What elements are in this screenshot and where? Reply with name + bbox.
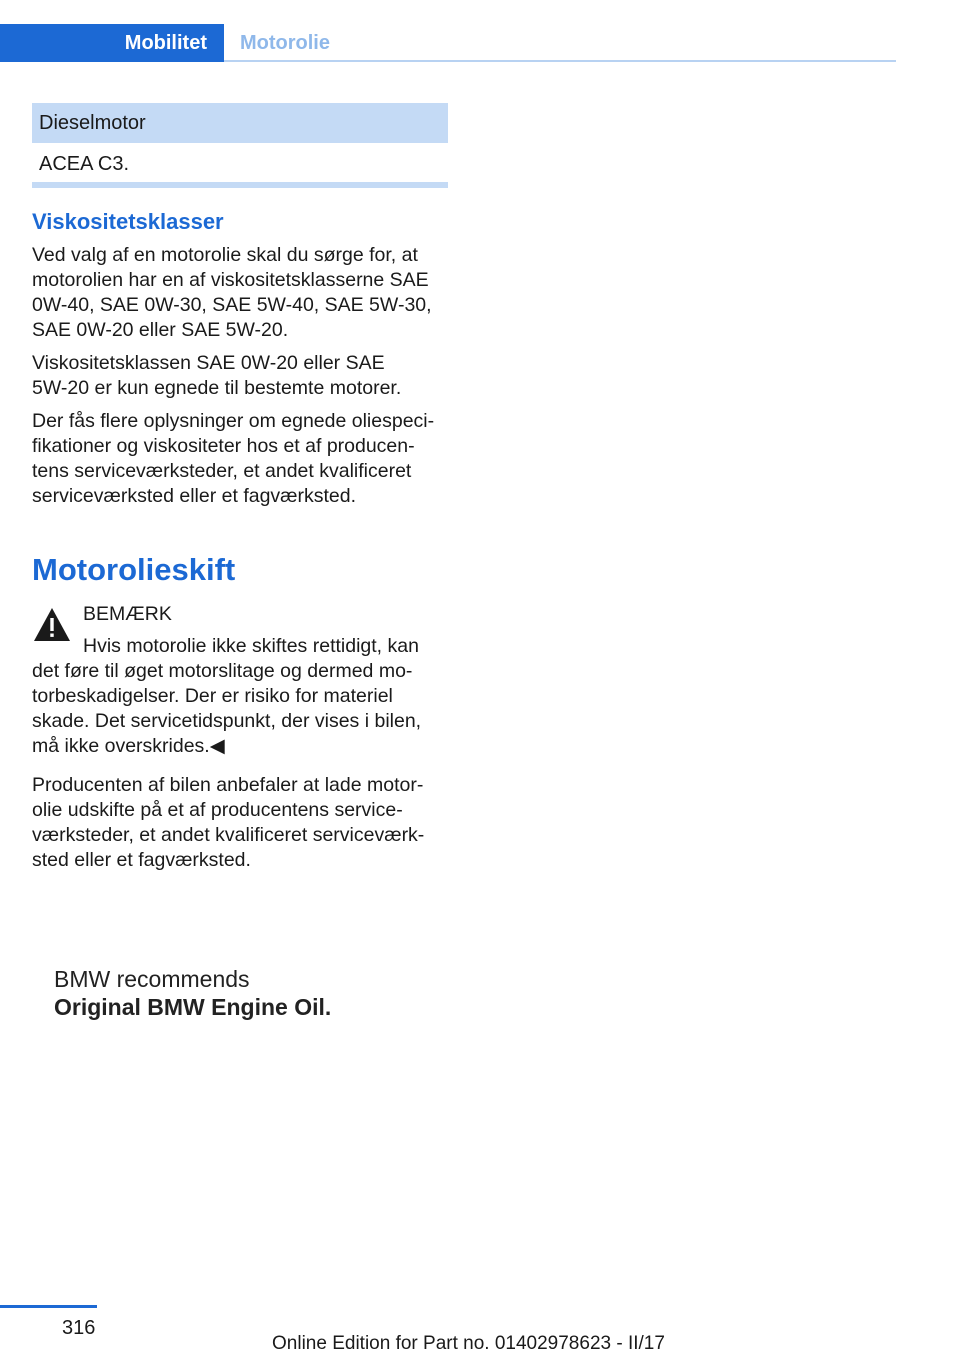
viscosity-paragraph-2 [32, 351, 452, 401]
text-line: værksteder, et andet kvalificeret serviceværk- [32, 824, 425, 846]
oil-change-heading: Motorolieskift [32, 552, 236, 587]
viscosity-paragraph-3 [32, 409, 452, 509]
spec-table-value: ACEA C3. [39, 152, 130, 175]
page-number: 316 [62, 1317, 96, 1339]
viscosity-heading: Viskositetsklasser [32, 209, 224, 234]
page-header [0, 0, 960, 62]
text-line: skade. Det servicetidspunkt, der vises i bilen, [32, 710, 422, 732]
text-line: må ikke overskrides.◀ [32, 735, 225, 757]
text-line: 0W-40, SAE 0W-30, SAE 5W-40, SAE 5W-30, [32, 294, 432, 316]
text-line: Der fås flere oplysninger om egnede oliespeci- [32, 410, 435, 432]
promo-line-1: BMW recommends [54, 966, 250, 992]
text-line: Viskositetsklassen SAE 0W-20 eller SAE [32, 352, 385, 374]
edition-note: Online Edition for Part no. 01402978623 - II/17 [272, 1333, 665, 1354]
warning-text [32, 634, 452, 759]
text-line: serviceværksted eller et fagværksted. [32, 485, 357, 507]
text-line: det føre til øget motorslitage og dermed mo- [32, 660, 413, 682]
oil-change-paragraph [32, 773, 452, 873]
text-line: 5W-20 er kun egnede til bestemte motorer. [32, 377, 402, 399]
text-line: Ved valg af en motorolie skal du sørge for, at [32, 244, 418, 266]
text-line: torbeskadigelser. Der er risiko for materiel [32, 685, 393, 707]
spec-table-header: Dieselmotor [32, 103, 448, 143]
tab-mobilitet[interactable]: Mobilitet [0, 24, 224, 62]
footer-rule [0, 1305, 97, 1308]
viscosity-paragraph-1 [32, 243, 452, 343]
text-line: olie udskifte på et af producentens service- [32, 799, 403, 821]
promo-line-2: Original BMW Engine Oil. [54, 994, 332, 1020]
text-line: Hvis motorolie ikke skiftes rettidigt, kan [83, 635, 419, 657]
header-divider [224, 60, 896, 62]
spec-table-bottom-rule [32, 182, 448, 188]
text-line: fikationer og viskositeter hos et af producen- [32, 435, 415, 457]
text-line: motorolien har en af viskositetsklasserne SAE [32, 269, 429, 291]
warning-label: BEMÆRK [83, 603, 172, 625]
text-line: sted eller et fagværksted. [32, 849, 251, 871]
text-line: Producenten af bilen anbefaler at lade motor- [32, 774, 424, 796]
text-line: tens serviceværksteder, et andet kvalificeret [32, 460, 412, 482]
spec-table [32, 103, 448, 188]
bmw-oil-promo [54, 965, 331, 1021]
text-line: SAE 0W-20 eller SAE 5W-20. [32, 319, 289, 341]
tab-motorolie[interactable]: Motorolie [240, 31, 330, 54]
